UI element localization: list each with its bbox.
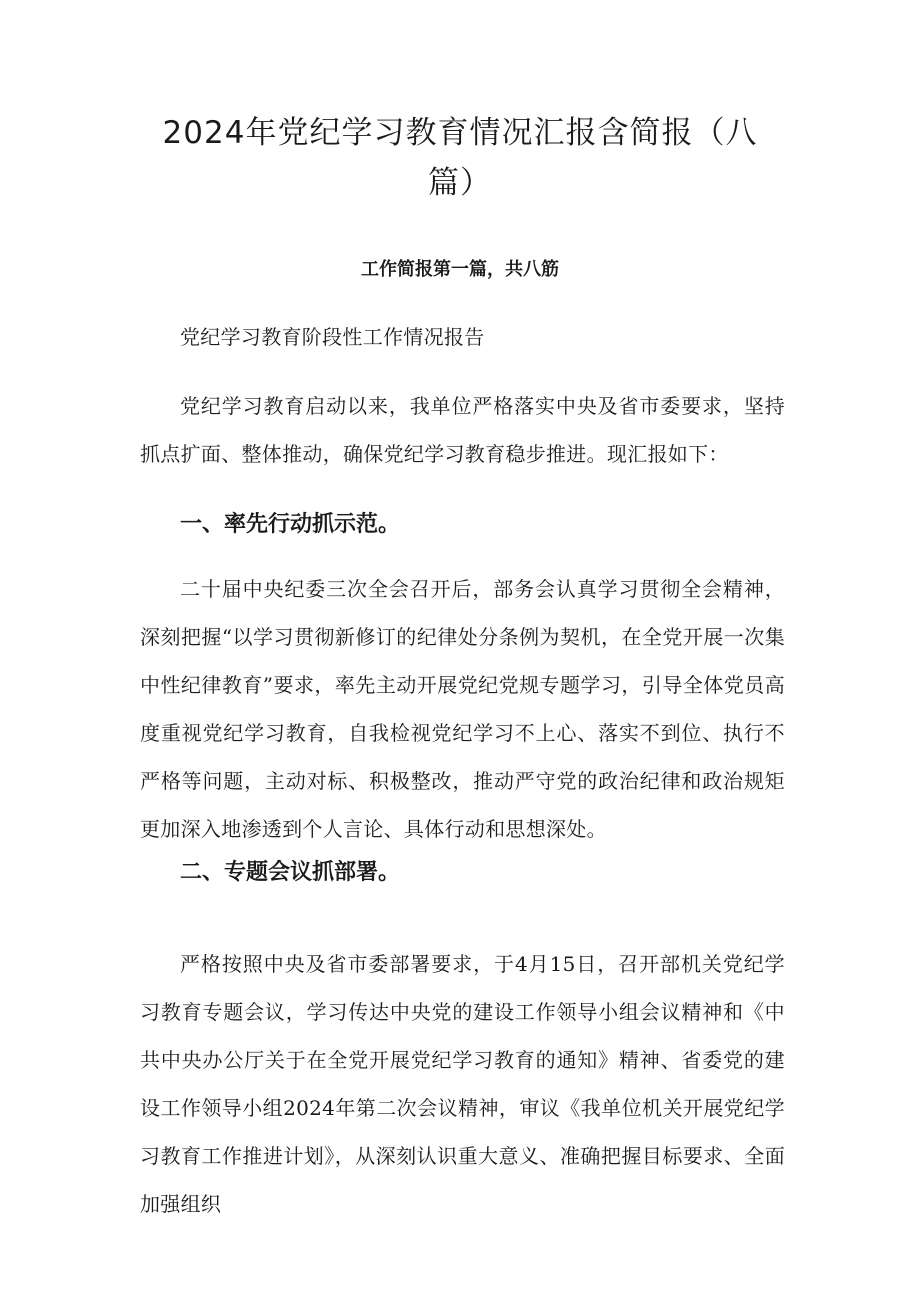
report-title: 党纪学习教育阶段性工作情况报告: [180, 325, 485, 349]
section-body-1: 二十届中央纪委三次全会召开后，部务会认真学习贯彻全会精神，深刻把握“以学习贯彻新修订的纪律处分条例为契机，在全党开展一次集中性纪律教育”要求，率先主动开展党纪党规专题学习，引导全体党员高度重视党纪学习教育，自我检视党纪学习不上心、落实不到位、执行不严格等问题，主动对标、积极整改，推动严守党的政治纪律和政治规矩更加深入地渗透到个人言论、具体行动和思想深处。: [140, 577, 785, 841]
section-heading-2: 二、专题会议抓部署。: [180, 860, 401, 885]
document-title: 2024年党纪学习教育情况汇报含简报（八篇）: [162, 115, 758, 201]
section-body-2: 严格按照中央及省市委部署要求，于4月15日，召开部机关党纪学习教育专题会议，学习传达中央党的建设工作领导小组会议精神和《中共中央办公厅关于在全党开展党纪学习教育的通知》精神、省委党的建设工作领导小组2024年第二次会议精神，审议《我单位机关开展党纪学习教育工作推进计划》，从深刻认识重大意义、准确把握目标要求、全面加强组织: [140, 952, 785, 1216]
intro-paragraph: 党纪学习教育启动以来，我单位严格落实中央及省市委要求，坚持抓点扩面、整体推动，确保党纪学习教育稳步推进。现汇报如下：: [140, 394, 785, 466]
section-heading-1: 一、率先行动抓示范。: [180, 512, 401, 537]
document-subtitle: 工作简报第一篇，共八筋: [361, 259, 559, 280]
